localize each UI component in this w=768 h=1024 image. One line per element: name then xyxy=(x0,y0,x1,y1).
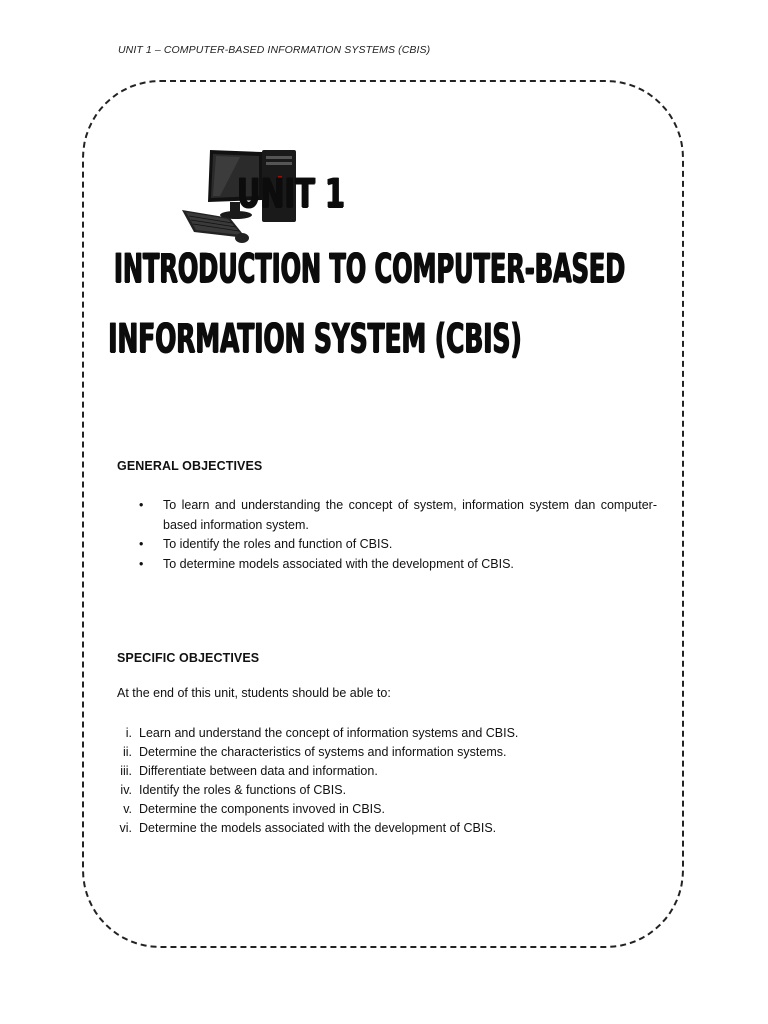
list-item xyxy=(117,535,657,555)
list-item-text: To identify the roles and function of CBIS. xyxy=(163,537,393,551)
list-item-number: ii. xyxy=(122,745,132,759)
specific-objectives-list xyxy=(100,724,660,838)
list-item-text: Determine the components invoved in CBIS. xyxy=(139,802,385,816)
list-item-text: Determine the characteristics of systems and information systems. xyxy=(139,745,507,759)
bullet-icon: • xyxy=(139,556,144,571)
general-objectives-list xyxy=(117,496,657,574)
list-item xyxy=(100,800,660,819)
list-item-text: Determine the models associated with the development of CBIS. xyxy=(139,821,497,835)
list-item-text: Differentiate between data and information. xyxy=(139,764,378,778)
bullet-icon: • xyxy=(139,498,144,512)
list-item-number: iv. xyxy=(120,783,132,797)
list-item xyxy=(117,555,657,575)
list-item-number: i. xyxy=(125,726,132,740)
list-item xyxy=(100,819,660,838)
list-item-text: To determine models associated with the development of CBIS. xyxy=(163,556,514,571)
list-item-text: To learn and understanding the concept of system, information system dan computer-based information system. xyxy=(163,498,657,532)
running-header: UNIT 1 – COMPUTER-BASED INFORMATION SYSTEMS (CBIS) xyxy=(118,44,431,56)
specific-objectives-intro: At the end of this unit, students should be able to: xyxy=(117,686,391,700)
list-item xyxy=(100,762,660,781)
general-objectives-heading: GENERAL OBJECTIVES xyxy=(117,459,263,473)
specific-objectives-heading: SPECIFIC OBJECTIVES xyxy=(117,651,260,665)
list-item xyxy=(117,496,657,535)
bullet-icon: • xyxy=(139,537,144,551)
list-item-text: Learn and understand the concept of information systems and CBIS. xyxy=(139,726,519,740)
list-item xyxy=(100,724,660,743)
unit-number-title: UNIT 1 xyxy=(237,171,345,217)
list-item-text: Identify the roles & functions of CBIS. xyxy=(139,783,347,797)
list-item xyxy=(100,781,660,800)
unit-title-line-2: INFORMATION SYSTEM (CBIS) xyxy=(108,316,522,362)
unit-title-line-1: INTRODUCTION TO COMPUTER-BASED xyxy=(114,246,626,292)
list-item-number: vi. xyxy=(119,821,132,835)
list-item xyxy=(100,743,660,762)
list-item-number: iii. xyxy=(120,764,132,778)
list-item-number: v. xyxy=(123,802,132,816)
